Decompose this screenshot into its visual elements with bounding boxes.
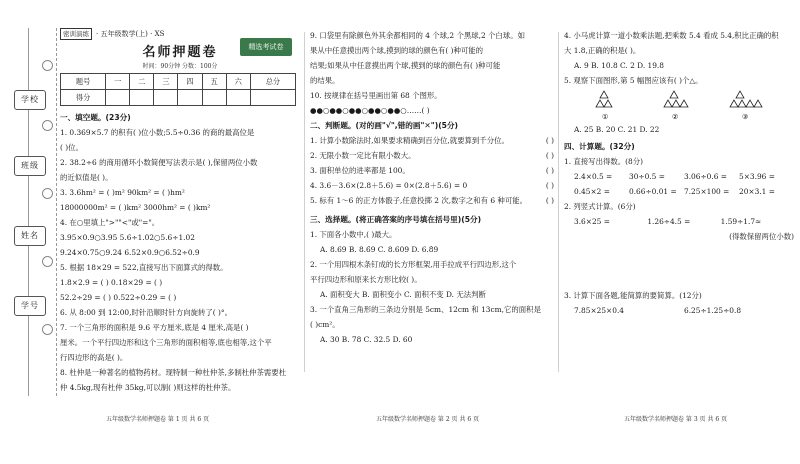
score-cell[interactable] [130,90,154,106]
judge-item [310,178,554,193]
answer-paren[interactable]: ( ) [545,136,554,145]
exam-tag: 密训演练 [60,28,92,40]
calc-item: 3.06÷0.6 = [684,172,727,181]
calc-item: 1.26÷4.5 = [647,217,691,226]
calc-item: 2.4×0.5 = [574,172,613,181]
question-line: 的近似值是( )。 [60,173,113,182]
triangle-shape [754,100,762,107]
question-line: 2. 一个用四根木条钉成的长方形框架,用手拉成平行四边形,这个 [310,260,517,269]
answer-paren[interactable]: ( ) [545,181,554,190]
triangle-shape [670,91,678,98]
page-footer: 五年级数学名师押题卷 第 3 页 共 6 页 [624,416,728,423]
question-line: 厘米。一个平行四边形和这个三角形的面积相等,底也相等,这个平 [60,338,272,347]
binding-strip [6,28,57,396]
school-label: 学校 [14,90,46,110]
section-heading: 三、选择题。(将正确答案的序号填在括号里)(5分) [310,215,482,224]
section-heading: 一、填空题。(23分) [60,113,131,122]
binding-hole [42,188,53,199]
figure-label: ③ [742,113,749,121]
column-divider [304,32,305,372]
question-line: 2. 列竖式计算。(6分) [564,202,636,211]
name-label: 姓名 [14,226,46,246]
score-header-cell: 题号 [61,74,106,90]
triangle-shape [596,100,604,107]
triangle-shape [738,100,746,107]
triangle-shape [604,100,612,107]
calc-note: (得数保留两位小数) [729,232,794,241]
question-line: 10. 按规律在括号里画出第 68 个图形。 [310,91,442,100]
calc-item: 1.59÷1.7≈ [720,217,762,226]
triangle-shape [672,100,680,107]
score-header-cell: 六 [226,74,250,90]
score-row [61,90,296,106]
question-line: 18000000m² = ( )km² 3000hm² = ( )km² [60,203,211,212]
exam-sheet [6,28,794,423]
question-line: 2. 38.2÷6 的商用循环小数简便写法表示是( ),保留两位小数 [60,158,258,167]
page-footer: 五年级数学名师押题卷 第 2 页 共 6 页 [376,416,480,423]
calc-item: 0.45×2 = [574,187,610,196]
page-1 [60,28,300,396]
calc-item: 7.25×100 = [684,187,730,196]
triangle-shape [746,100,754,107]
choice-options: A. 8.69 B. 8.6̇9 C. 8.609 D. 6.8̇9 [320,245,439,254]
question-line: ( )cm²。 [310,320,340,329]
binding-line [28,28,29,396]
question-line: 果从中任意摸出两个球,摸到的球的颜色有( )种可能的 [310,46,484,55]
judge-text: 3. 面积单位的进率都是 100。 [310,166,410,175]
question-line: 9. 口袋里有除颜色外其余都相同的 4 个球,2 个黑球,2 个白球。如 [310,31,525,40]
judge-item [310,148,554,163]
score-cell[interactable] [226,90,250,106]
triangle-shape [664,100,672,107]
question-line: 4. 在○里填上">""<"或"="。 [60,218,160,227]
score-cell[interactable] [154,90,178,106]
question-line: 3. 一个直角三角形的三条边分别是 5cm、12cm 和 13cm,它的面积是 [310,305,541,314]
page-footer: 五年级数学名师押题卷 第 1 页 共 6 页 [106,416,210,423]
question-line: 9.24×0.75○9.24 6.52×0.9○6.52÷0.9 [60,248,200,257]
question-line: 大 1.8,正确的积是( )。 [564,46,641,55]
pattern-sequence: ●●○●●○●●○●●○●●○……( ) [310,106,430,115]
question-line: 7. 一个三角形的面积是 9.6 平方厘米,底是 4 厘米,高是( ) [60,323,249,332]
answer-paren[interactable]: ( ) [545,196,554,205]
exam-meta: 时间：90分钟 分数：100分 [142,63,218,70]
choice-options: A. 面积变大 B. 面积变小 C. 面积不变 D. 无法判断 [320,290,486,299]
page-title: 名师押题卷 [142,45,218,60]
score-row-label: 得分 [61,90,106,106]
calc-row [564,214,794,229]
class-label: 班级 [14,156,46,176]
triangle-pattern-figure [584,88,794,122]
judge-text: 5. 标有 1～6 的正方体骰子,任意投掷 2 次,数字之和有 6 种可能。 [310,196,527,205]
score-cell[interactable] [106,90,130,106]
choice-options: A. 25 B. 20 C. 21 D. 22 [574,125,660,134]
score-table [60,73,296,106]
choice-options: A. 9 B. 10.8 C. 2 D. 19.8 [574,61,664,70]
judge-text: 4. 3.6－3.6×(2.8＋5.6) = 0×(2.8＋5.6) = 0 [310,181,468,190]
answer-space[interactable] [564,244,794,288]
score-cell[interactable] [202,90,226,106]
score-header-cell: 一 [106,74,130,90]
judge-item [310,193,554,208]
question-line: 仲 4.5kg,现有杜仲 35kg,可以制( )则这样的杜仲茶。 [60,383,236,392]
question-line: 4. 小马虎计算一道小数乘法题,把乘数 5.4 看成 5.4,积比正确的积 [564,31,779,40]
binding-hole [42,324,53,335]
calc-row [564,169,794,184]
student-id-label: 学号 [14,296,46,316]
judge-text: 1. 计算小数除法时,如果要求精确到百分位,就要算到千分位。 [310,136,509,145]
triangle-shape [600,91,608,98]
question-line: 1. 下面各小数中,( )最大。 [310,230,397,239]
calc-row [564,303,794,318]
calc-item: 6.25÷1.25÷0.8 [684,306,742,315]
figure-label: ② [672,113,679,121]
calc-item: 7.85×25×0.4 [574,306,624,315]
question-line: 5. 根据 18×29 = 522,直接写出下面算式的得数。 [60,263,228,272]
answer-paren[interactable]: ( ) [545,166,554,175]
calc-item: 30÷0.5 = [629,172,665,181]
score-cell[interactable] [178,90,202,106]
score-header-cell: 四 [178,74,202,90]
score-header-cell: 三 [154,74,178,90]
question-line: 52.2÷29 = ( ) 0.522÷0.29 = ( ) [60,293,177,302]
choice-options: A. 30 B. 78 C. 32.5 D. 60 [320,335,413,344]
score-cell[interactable] [250,90,295,106]
question-line: 5. 观察下面图形,第 5 幅图应该有( )个△。 [564,76,703,85]
triangle-shape [680,100,688,107]
stamp-badge: 精选考试卷 [240,38,292,56]
score-header-cell: 二 [130,74,154,90]
section-heading: 二、判断题。(对的画"√",错的画"✕")(5分) [310,121,459,130]
judge-item [310,163,554,178]
question-line: 平行四边形和原来长方形比较( )。 [310,275,422,284]
question-line: 3. 计算下面各题,能简算的要简算。(12分) [564,291,702,300]
calc-item: 0.66÷0.01 = [629,187,677,196]
answer-paren[interactable]: ( ) [545,151,554,160]
question-line: 3.95×0.9○3.95 5.6÷1.02○5.6÷1.02 [60,233,195,242]
calc-item: 3.6×25 = [574,217,610,226]
question-line: ( )位。 [60,143,83,152]
calc-item: 20×3.1 = [739,187,775,196]
binding-hole [42,256,53,267]
subject-label: · 五年级数学(上) · XS [96,30,165,38]
page-3 [564,28,794,396]
figure-label: ① [602,113,609,121]
judge-text: 2. 无限小数一定比有限小数大。 [310,151,416,160]
column-divider [558,32,559,372]
score-header-cell: 总分 [250,74,295,90]
binding-hole [42,60,53,71]
calc-item: 5×3.96 = [739,172,775,181]
question-line: 6. 从 8:00 到 12:00,时针沿顺时针方向旋转了( )°。 [60,308,232,317]
triangle-shape [736,91,744,98]
question-line: 1.8×2.9 = ( ) 0.18×29 = ( ) [60,278,163,287]
question-line: 1. 0.369×5.7 的积有( )位小数;5.5÷0.36 的商的最高位是 [60,128,255,137]
section-heading: 四、计算题。(32分) [564,142,635,151]
question-line: 1. 直接写出得数。(8分) [564,157,643,166]
triangle-shape [730,100,738,107]
question-line: 8. 杜仲是一种著名的植物药材。现特制一种杜仲茶,多制杜仲茶需要杜 [60,368,287,377]
score-header-row [61,74,296,90]
question-line: 的结果。 [310,76,340,85]
binding-hole [42,120,53,131]
question-line: 结果;如果从中任意摸出两个球,摸到的球的颜色有( )种可能 [310,61,501,70]
page-2 [310,28,554,396]
question-line: 行四边形的高是( )。 [60,353,128,362]
judge-item [310,133,554,148]
calc-row [564,184,794,199]
question-line: 3. 3.6hm² = ( )m² 90km² = ( )hm² [60,188,185,197]
score-header-cell: 五 [202,74,226,90]
